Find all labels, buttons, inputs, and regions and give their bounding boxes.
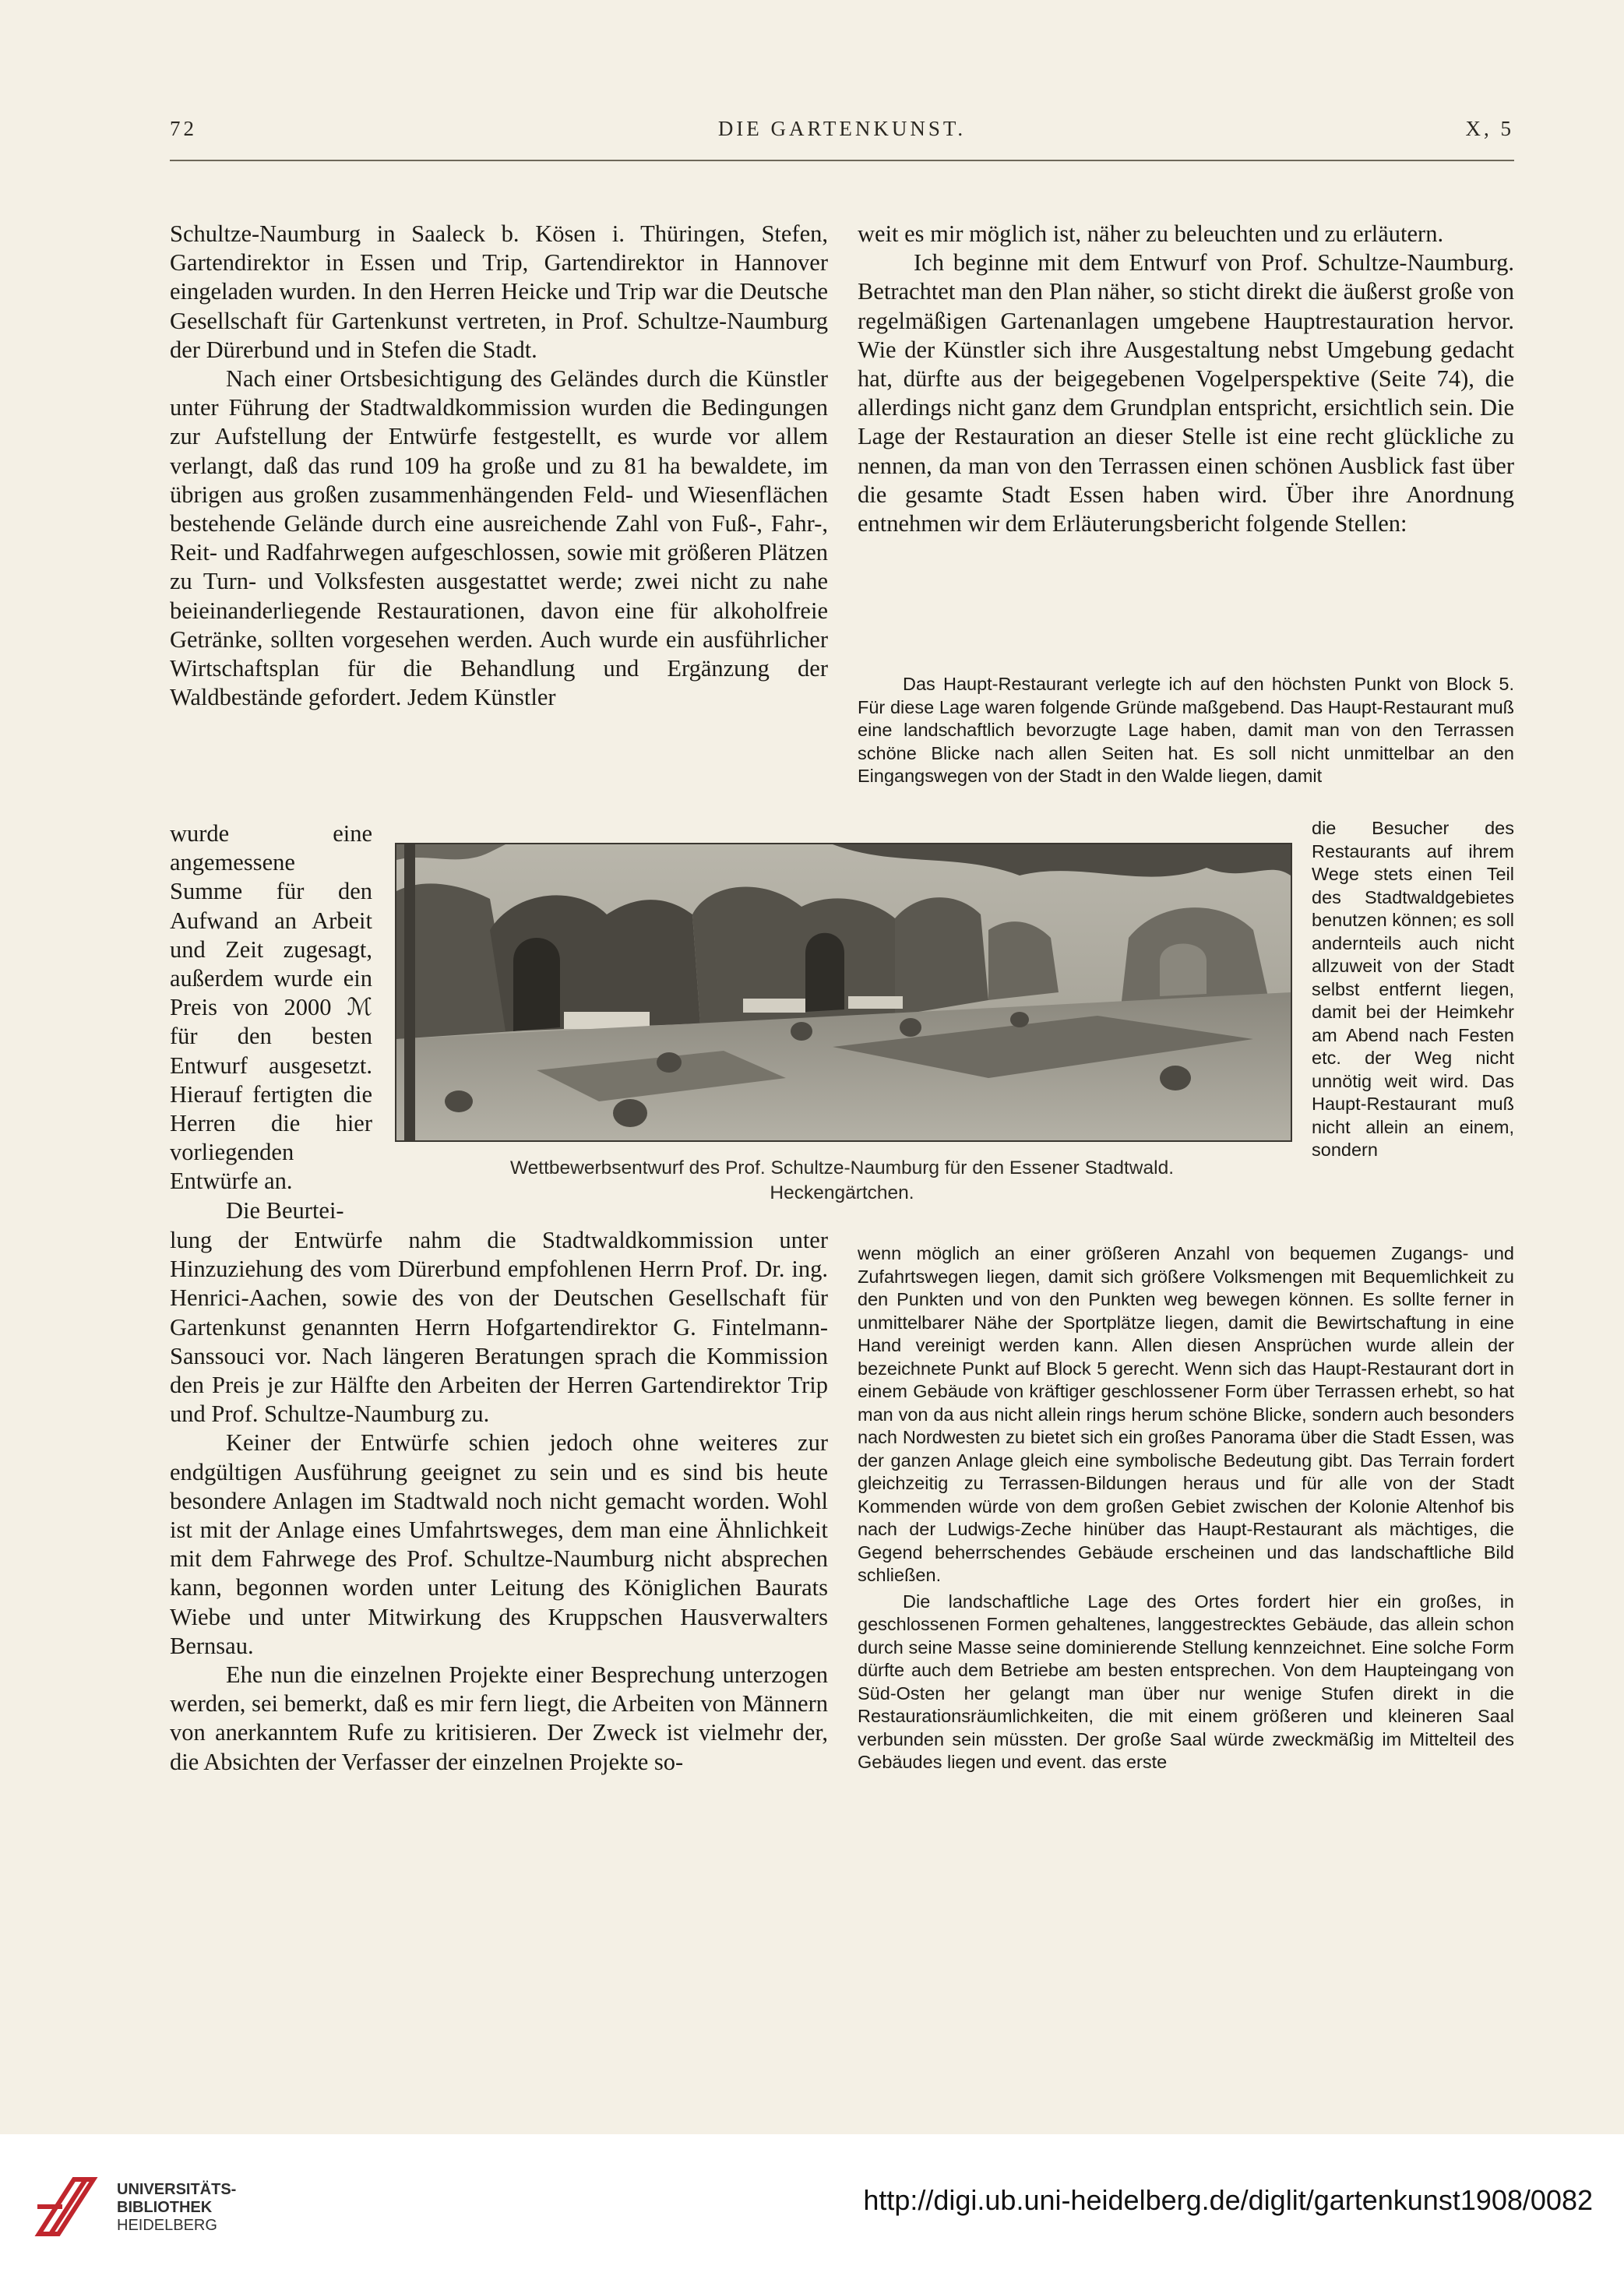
library-name-line: BIBLIOTHEK [117, 2199, 213, 2216]
running-header [170, 117, 1514, 148]
paragraph: Ehe nun die einzelnen Projekte einer Besprechung unterzogen werden, sei bemerkt, daß es mir fern liegt, die Arbeiten von Männern von anerkanntem Rufe zu kritisieren. Der Zweck ist vielmehr der, die Absichten der Verfasser der einzelnen Projekte so- [170, 1661, 828, 1775]
figure-caption [395, 1156, 1289, 1206]
quote-block-bottom [858, 1242, 1514, 1774]
paragraph: lung der Entwürfe nahm die Stadtwaldkommission unter Hinzuziehung des vom Dürerbund empfohlenen Herrn Prof. Dr. ing. Henrici-Aachen, sowie des von der Deutschen Gesellschaft für Gartenkunst genannten Herrn Hofgartendirektor G. Fintelmann-Sanssouci vor. Nach längeren Beratungen sprach die Kommission den Preis je zur Hälfte den Arbeiten der Herren Gartendirektor Trip und Prof. Schultze-Naumburg zu. [170, 1227, 828, 1428]
left-column-narrow [170, 819, 372, 1225]
right-column-top [858, 220, 1514, 538]
paragraph: Ich beginne mit dem Entwurf von Prof. Schultze-Naumburg. Betrachtet man den Plan näher, so sticht direkt die äußerst große von regelmäßigen Gartenanlagen umgebene Hauptrestauration hervor. Wie der Künstler sich ihre Ausgestaltung nebst Umgebung gedacht hat, dürfte aus der beigegebenen Vogelperspektive (Seite 74), die allerdings nicht ganz dem Grundplan entspricht, ersichtlich sein. Die Lage der Restauration an dieser Stelle ist eine recht glückliche zu nennen, da man von den Terrassen einen schönen Ausblick fast über die gesamte Stadt Essen haben wird. Über ihre Anordnung entnehmen wir dem Erläuterungsbericht folgende Stellen: [858, 249, 1514, 537]
library-logo-icon [31, 2172, 101, 2242]
left-column-top [170, 220, 828, 712]
quote-paragraph: Das Haupt-Restaurant verlegte ich auf den höchsten Punkt von Block 5. Für diese Lage waren folgende Gründe maßgebend. Das Haupt-Restaurant muß eine landschaftlich bevorzugte Lage haben, damit man von den Terrassen schöne Blicke nach allen Seiten hat. Es soll nicht unmittelbar an den Eingangswegen von der Stadt in den Walde liegen, damit [858, 674, 1514, 786]
library-name-line: UNIVERSITÄTS- [117, 2181, 237, 2198]
caption-line: Heckengärtchen. [770, 1182, 914, 1203]
paragraph: wurde eine angemessene Summe für den Aufwand an Arbeit und Zeit zugesagt, außerdem wurde ein Preis von 2000 ℳ für den besten Entwurf ausgesetzt. Hierauf fertigten die Herren die hier vorliegenden Entwürfe an. [170, 820, 372, 1195]
quote-paragraph: wenn möglich an einer größeren Anzahl von bequemen Zugangs- und Zufahrtswegen liegen, damit sich größere Volksmengen mit Bequemlichkeit zu den Punkten und von den Punkten weg bewegen können. Es sollte ferner in unmittelbarer Nähe der Sportplätze liegen, damit die Bewirtschaftung in eine Hand vereinigt werden kann. Allen diesen Ansprüchen wurde allein der bezeichnete Punkt auf Block 5 gerecht. Wenn sich das Haupt-Restaurant dort in einem Gebäude von kräftiger geschlossener Form über Terrassen erhebt, so hat man von da aus nicht allein rings herum schöne Blicke, sondern auch besonders nach Nordwesten zu bietet sich ein großes Panorama über die Stadt Essen, was der ganzen Anlage gleich eine symbolische Bedeutung gibt. Das Terrain fordert gleichzeitig zu Terrassen-Bildungen heraus und für alle von der Stadt Kommenden würde von dem großen Gebiet zwischen der Kolonie Altenhof bis nach der Ludwigs-Zeche hinüber das Haupt-Restaurant als mächtiges, die Gegend beherrschendes Gebäude erscheinen und das landschaftliche Bild schließen. [858, 1243, 1514, 1585]
source-url-link[interactable]: http://digi.ub.uni-heidelberg.de/diglit/gartenkunst1908/0082 [863, 2184, 1593, 2216]
hedge-garden-illustration [395, 843, 1292, 1142]
library-footer [0, 2134, 1624, 2276]
paragraph: weit es mir möglich ist, näher zu beleuchten und zu erläutern. [858, 220, 1444, 247]
library-name [117, 2181, 236, 2235]
quote-paragraph: Die landschaftliche Lage des Ortes fordert hier ein großes, in geschlossenen Formen gehaltenes, langgestrecktes Gebäude, das allein schon durch seine Masse seine dominierende Stellung kennzeichnet. Eine solche Form dürfte auch dem Betriebe am besten entsprechen. Von dem Haupteingang von Süd-Osten her gelangt man über nur wenige Stufen direkt in die Restaurationsräumlichkeiten, die mit einem größeren und kleineren Saal verbunden sein müssten. Der große Saal würde zweckmäßig im Mittelteil des Gebäudes liegen und event. das erste [858, 1591, 1514, 1772]
paragraph: Keiner der Entwürfe schien jedoch ohne weiteres zur endgültigen Ausführung geeignet zu sein und es sind bis heute besondere Anlagen im Stadtwald noch nicht gemacht worden. Wohl ist mit der Anlage eines Umfahrtsweges, dem man eine Ähnlichkeit mit dem Fahrwege des Prof. Schultze-Naumburg nicht absprechen kann, begonnen worden unter Leitung des Königlichen Baurats Wiebe und unter Mitwirkung des Kruppschen Hausverwalters Bernsau. [170, 1429, 828, 1659]
page-number: 72 [170, 117, 197, 140]
quote-block-top [858, 673, 1514, 788]
journal-title: DIE GARTENKUNST. [717, 117, 967, 140]
caption-line: Wettbewerbsentwurf des Prof. Schultze-Naumburg für den Essener Stadtwald. [509, 1157, 1175, 1179]
paragraph: Schultze-Naumburg in Saaleck b. Kösen i. Thüringen, Stefen, Gartendirektor in Essen und Trip, Gartendirektor in Hannover eingeladen wurden. In den Herren Heicke und Trip war die Deutsche Gesellschaft für Gartenkunst vertreten, in Prof. Schultze-Naumburg der Dürerbund und in Stefen die Stadt. [170, 220, 828, 363]
quote-paragraph: die Besucher des Restaurants auf ihrem Wege stets einen Teil des Stadtwaldgebietes benutzen können; es soll andernteils auch nicht allzuweit von der Stadt selbst entfernt liegen, damit bei der Heimkehr am Abend nach Festen etc. der Weg nicht unnötig weit wird. Das Haupt-Restaurant muß nicht allein an einem, sondern [1312, 818, 1514, 1160]
paragraph: Nach einer Ortsbesichtigung des Geländes durch die Künstler unter Führung der Stadtwaldkommission wurden die Bedingungen zur Aufstellung der Entwürfe festgestellt, es wurde vor allem verlangt, daß das rund 109 ha große und zu 81 ha bewaldete, im übrigen aus großen zusammenhängenden Feld- und Wiesenflächen bestehende Gelände durch eine ausreichende Zahl von Fuß-, Fahr-, Reit- und Radfahrwegen aufgeschlossen, sowie mit größeren Plätzen zu Turn- und Volksfesten ausgestattet werde; zwei nicht zu nahe beieinanderliegende Restaurationen, davon eine für alkoholfreie Getränke, sollten vorgesehen werden. Auch wurde ein ausführlicher Wirtschaftsplan für die Behandlung und Ergänzung der Waldbestände gefordert. Jedem Künstler [170, 365, 828, 711]
left-column-bottom [170, 1226, 828, 1777]
quote-block-narrow [1312, 817, 1514, 1162]
paragraph: Die Beurtei- [226, 1196, 344, 1224]
illustration-drawing [396, 844, 1291, 1140]
library-name-line: HEIDELBERG [117, 2217, 217, 2234]
header-rule [170, 160, 1514, 161]
volume-issue: X, 5 [1465, 117, 1514, 140]
